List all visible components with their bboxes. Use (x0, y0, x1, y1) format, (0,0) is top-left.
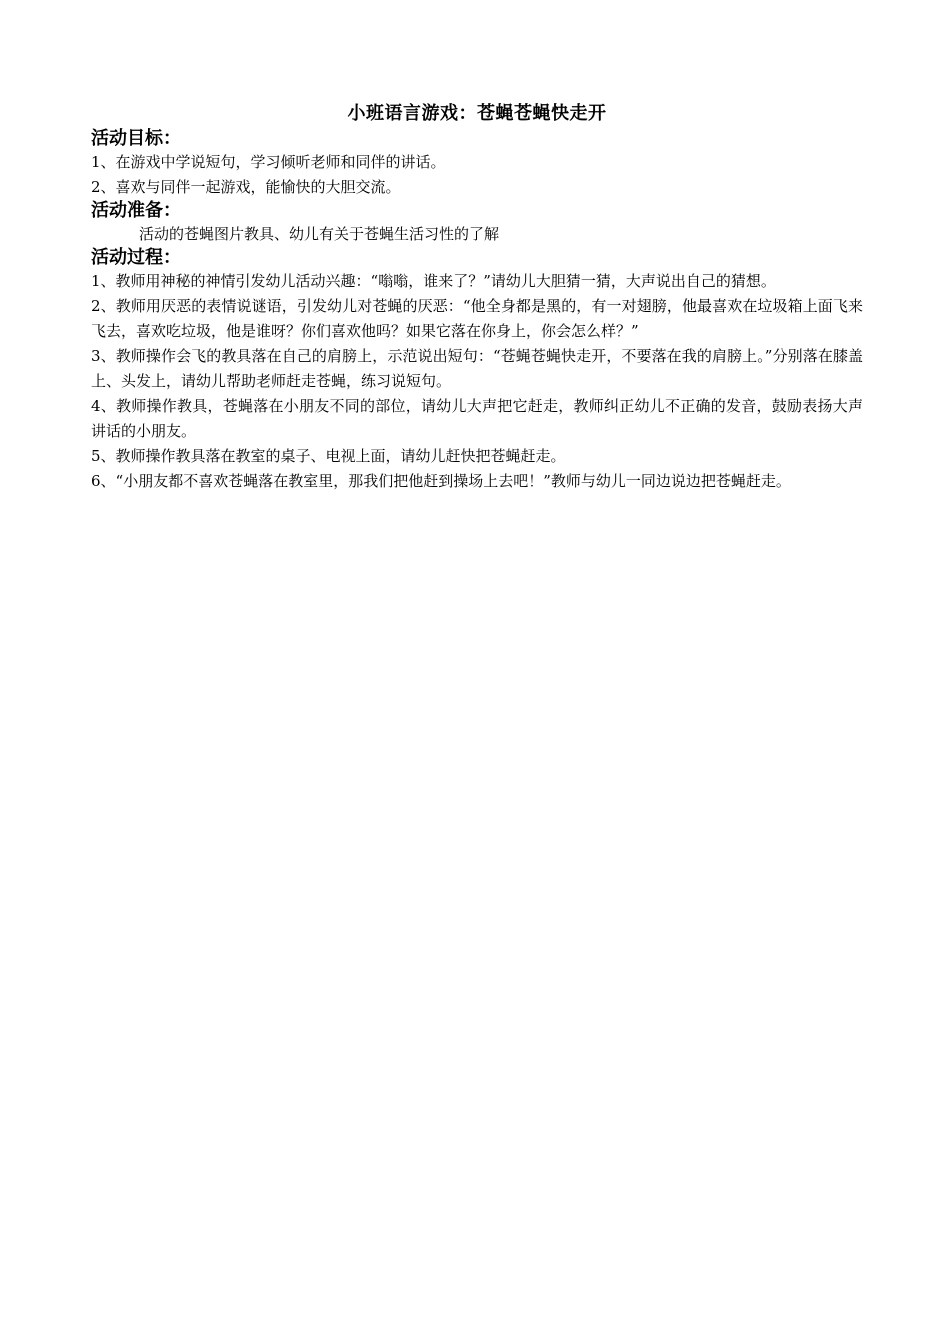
document-title: 小班语言游戏：苍蝇苍蝇快走开 (347, 103, 607, 124)
process-step: 5、教师操作教具落在教室的桌子、电视上面，请幼儿赶快把苍蝇赶走。 (91, 447, 566, 465)
section-preparation (91, 200, 863, 247)
process-step: 6、“小朋友都不喜欢苍蝇落在教室里，那我们把他赶到操场上去吧！”教师与幼儿一同边说边把苍蝇赶走。 (91, 472, 791, 490)
goals-heading: 活动目标： (91, 128, 181, 149)
document-page (91, 100, 863, 494)
goal-item: 1、在游戏中学说短句，学习倾听老师和同伴的讲话。 (91, 153, 446, 171)
preparation-text: 活动的苍蝇图片教具、幼儿有关于苍蝇生活习性的了解 (139, 225, 500, 243)
process-step: 4、教师操作教具，苍蝇落在小朋友不同的部位，请幼儿大声把它赶走，教师纠正幼儿不正确的发音，鼓励表扬大声讲话的小朋友。 (91, 397, 863, 440)
section-goals (91, 128, 863, 200)
preparation-heading: 活动准备： (91, 200, 181, 221)
process-step: 1、教师用神秘的神情引发幼儿活动兴趣：“嗡嗡，谁来了？”请幼儿大胆猜一猜，大声说出自己的猜想。 (91, 272, 776, 290)
process-step: 3、教师操作会飞的教具落在自己的肩膀上，示范说出短句：“苍蝇苍蝇快走开，不要落在我的肩膀上。”分别落在膝盖上、头发上，请幼儿帮助老师赶走苍蝇，练习说短句。 (91, 347, 863, 390)
section-process (91, 247, 863, 494)
process-step: 2、教师用厌恶的表情说谜语，引发幼儿对苍蝇的厌恶：“他全身都是黑的，有一对翅膀，他最喜欢在垃圾箱上面飞来飞去，喜欢吃垃圾，他是谁呀？你们喜欢他吗？如果它落在你身上，你会怎么样？” (91, 297, 863, 340)
process-heading: 活动过程： (91, 247, 181, 268)
goal-item: 2、喜欢与同伴一起游戏，能愉快的大胆交流。 (91, 178, 401, 196)
